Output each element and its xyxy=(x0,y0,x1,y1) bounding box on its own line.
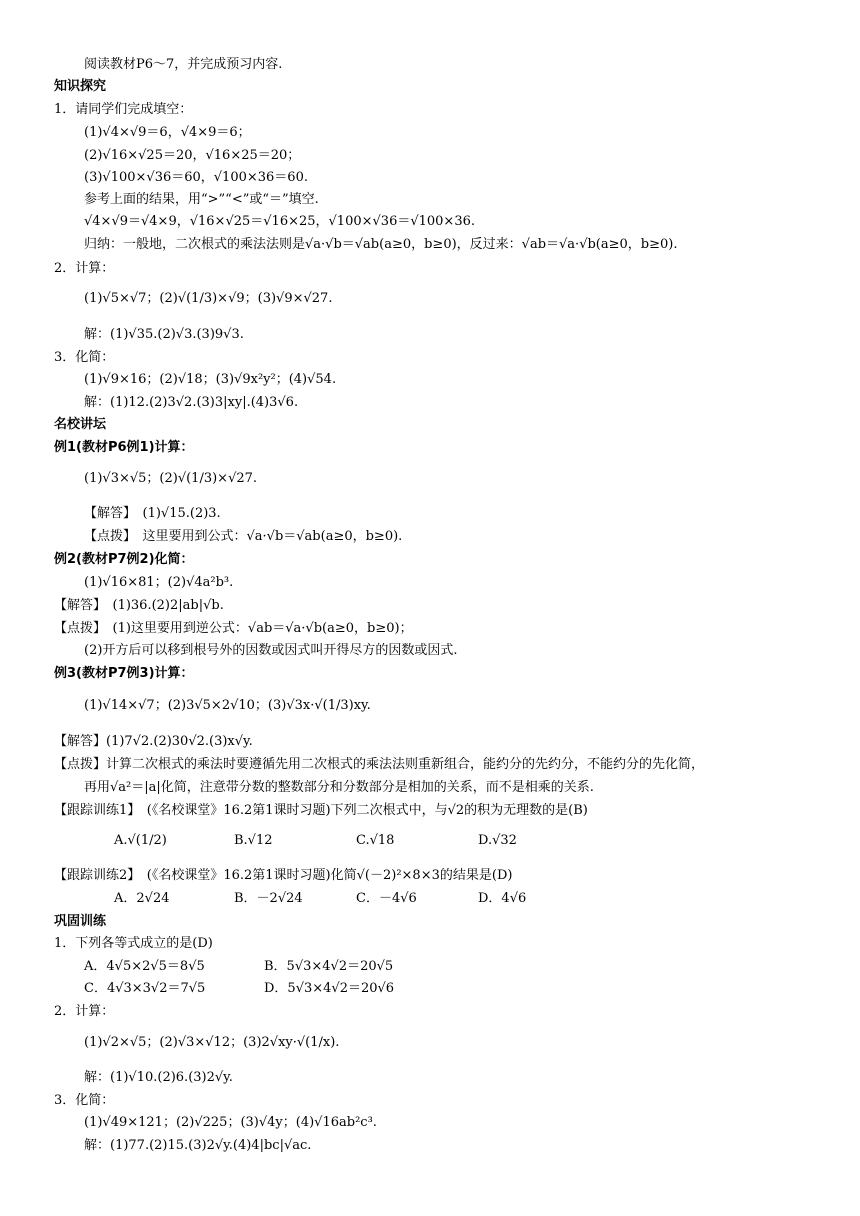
section-heading-explore: 知识探究 xyxy=(54,79,107,94)
tracking-2-option-a: A．2√24 xyxy=(114,891,170,906)
example-1-problems: (1)√3×√5；(2)√(1/3)×√27. xyxy=(84,471,258,486)
tracking-1-option-c: C.√18 xyxy=(356,833,395,848)
example-1-tip: 【点拨】 这里要用到公式：√a·√b＝√ab(a≥0，b≥0). xyxy=(84,529,403,544)
question-1-part-3: (3)√100×√36＝60，√100×36＝60. xyxy=(84,170,308,185)
example-1-title: 例1(教材P6例1)计算： xyxy=(54,440,194,455)
practice-question-1: 1．下列各等式成立的是(D) xyxy=(54,936,213,951)
question-2-problems: (1)√5×√7；(2)√(1/3)×√9；(3)√9×√27. xyxy=(84,291,333,306)
example-2-problems: (1)√16×81；(2)√4a²b³. xyxy=(84,575,234,590)
question-1-part-1: (1)√4×√9＝6，√4×9＝6； xyxy=(84,125,251,140)
intro-text: 阅读教材P6～7，并完成预习内容. xyxy=(84,57,283,72)
tracking-1-option-b: B.√12 xyxy=(234,833,273,848)
example-3-tip-continued: 再用√a²＝|a|化简，注意带分数的整数部分和分数部分是相加的关系，而不是相乘的关系. xyxy=(84,780,594,795)
practice-1-option-c: C．4√3×3√2＝7√5 xyxy=(84,981,206,996)
tracking-1-option-d: D.√32 xyxy=(478,833,517,848)
tracking-2-option-b: B．－2√24 xyxy=(234,891,303,906)
question-3: 3．化简： xyxy=(54,350,115,365)
section-heading-practice: 巩固训练 xyxy=(54,914,107,929)
practice-question-2-answer: 解：(1)√10.(2)6.(3)2√y. xyxy=(84,1070,233,1085)
question-3-answer: 解：(1)12.(2)3√2.(3)3|xy|.(4)3√6. xyxy=(84,395,299,410)
tracking-exercise-1: 【跟踪训练1】 (《名校课堂》16.2第1课时习题)下列二次根式中，与√2的积为无理数的是(B) xyxy=(54,803,588,818)
tracking-2-option-d: D．4√6 xyxy=(478,891,527,906)
section-heading-lecture: 名校讲坛 xyxy=(54,417,107,432)
question-1: 1．请同学们完成填空： xyxy=(54,102,193,117)
question-1-part-2: (2)√16×√25＝20，√16×25＝20； xyxy=(84,148,301,163)
question-3-problems: (1)√9×16；(2)√18；(3)√9x²y²；(4)√54. xyxy=(84,372,337,387)
practice-1-option-d: D．5√3×4√2＝20√6 xyxy=(264,981,395,996)
example-3-title: 例3(教材P7例3)计算： xyxy=(54,666,194,681)
example-2-answer: 【解答】 (1)36.(2)2|ab|√b. xyxy=(54,598,224,613)
question-1-rule: 归纳：一般地，二次根式的乘法法则是√a·√b＝√ab(a≥0，b≥0)，反过来：√ab＝√a·√b(a≥0，b≥0). xyxy=(84,237,678,252)
example-2-tip-continued: (2)开方后可以移到根号外的因数或因式叫开得尽方的因数或因式. xyxy=(84,643,458,658)
practice-question-3: 3．化简： xyxy=(54,1093,115,1108)
practice-1-option-a: A．4√5×2√5＝8√5 xyxy=(84,959,205,974)
example-1-answer: 【解答】 (1)√15.(2)3. xyxy=(84,506,221,521)
example-3-answer: 【解答】(1)7√2.(2)30√2.(3)x√y. xyxy=(54,734,253,749)
practice-question-2: 2．计算： xyxy=(54,1004,115,1019)
example-3-problems: (1)√14×√7；(2)3√5×2√10；(3)√3x·√(1/3)xy. xyxy=(84,698,371,713)
example-2-title: 例2(教材P7例2)化简： xyxy=(54,552,194,567)
question-1-comparison: √4×√9＝√4×9，√16×√25＝√16×25，√100×√36＝√100×36. xyxy=(84,214,476,229)
tracking-exercise-2: 【跟踪训练2】 (《名校课堂》16.2第1课时习题)化简√(－2)²×8×3的结果是(D) xyxy=(54,868,513,883)
question-2-answer: 解：(1)√35.(2)√3.(3)9√3. xyxy=(84,327,244,342)
question-2: 2．计算： xyxy=(54,261,115,276)
tracking-1-option-a: A.√(1/2) xyxy=(114,833,167,848)
practice-1-option-b: B．5√3×4√2＝20√5 xyxy=(264,959,394,974)
question-1-instruction: 参考上面的结果，用“>”“<”或“＝”填空. xyxy=(84,192,319,207)
example-3-tip: 【点拨】计算二次根式的乘法时要遵循先用二次根式的乘法法则重新组合，能约分的先约分，不能约分的先化简， xyxy=(54,757,705,772)
tracking-2-option-c: C．－4√6 xyxy=(356,891,417,906)
practice-question-3-problems: (1)√49×121；(2)√225；(3)√4y；(4)√16ab²c³. xyxy=(84,1115,377,1130)
example-2-tip: 【点拨】 (1)这里要用到逆公式：√ab＝√a·√b(a≥0，b≥0)； xyxy=(54,621,413,636)
practice-question-3-answer: 解：(1)77.(2)15.(3)2√y.(4)4|bc|√ac. xyxy=(84,1138,312,1153)
practice-question-2-problems: (1)√2×√5；(2)√3×√12；(3)2√xy·√(1/x). xyxy=(84,1035,340,1050)
